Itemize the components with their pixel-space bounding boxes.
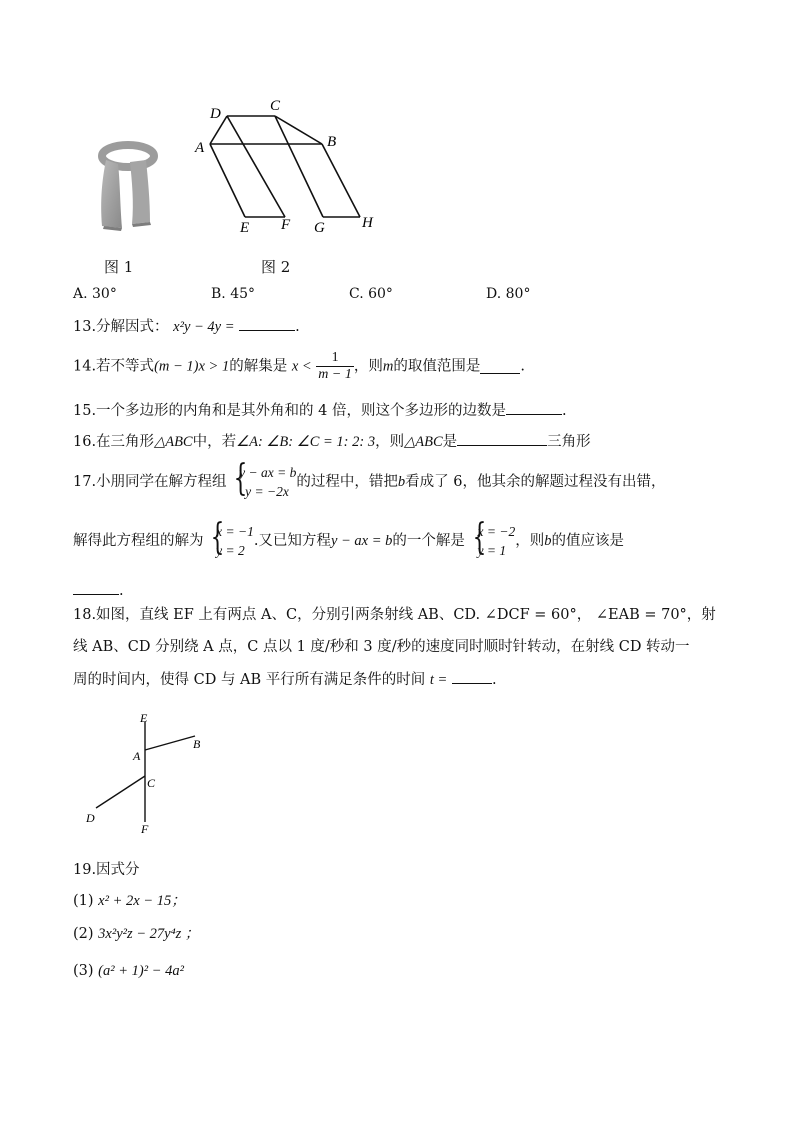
q17-sys2-row2: y = 2	[216, 543, 245, 558]
q16-mid3: 是	[442, 434, 458, 450]
figure1-caption: 图 1	[104, 258, 134, 276]
label-C: C	[270, 98, 281, 114]
q17-sys3-row2: y = 1	[477, 543, 507, 558]
q19-p1-expr: x² + 2x − 15；	[98, 893, 186, 909]
q14-prefix: 14.若不等式	[73, 358, 155, 375]
choice-d: D. 80°	[486, 286, 531, 302]
q19-p1-label: (1)	[73, 893, 94, 909]
question-17-line2	[73, 517, 624, 560]
q14-x-lt: x <	[291, 358, 312, 375]
brace-icon: {	[233, 458, 248, 499]
question-18-line1: 18.如图，直线 EF 上有两点 A、C，分别引两条射线 AB、CD. ∠DCF = 60°， ∠EAB = 70°，射	[73, 607, 716, 623]
question-19-part2	[73, 924, 199, 944]
figure2-diagram	[190, 92, 390, 242]
q13-suffix: .	[295, 319, 300, 335]
q17-suffix: .	[119, 583, 124, 599]
q19-p3-expr: (a² + 1)² − 4a²	[98, 963, 184, 979]
q13-answer-blank[interactable]	[239, 316, 295, 331]
choice-c: C. 60°	[349, 286, 393, 302]
question-19-part1	[73, 891, 186, 911]
q14-tail-a: ，则	[353, 358, 383, 375]
label-D: D	[210, 106, 221, 122]
q17-system-2	[208, 517, 254, 560]
label-G: G	[314, 220, 325, 236]
q14-frac-denominator: m − 1	[318, 367, 352, 382]
q18-suffix: .	[491, 672, 497, 688]
fig3-label-F: F	[141, 822, 149, 836]
q13-prefix: 13.分解因式：	[73, 319, 169, 335]
q14-frac-numerator: 1	[316, 350, 354, 367]
q16-triangle-2: △ABC	[404, 434, 443, 450]
choice-a: A. 30°	[73, 286, 117, 302]
q14-suffix: .	[520, 358, 525, 375]
q17-mid2: 看成了 6，他其余的解题过程没有出错，	[405, 474, 666, 490]
q16-answer-blank[interactable]	[457, 431, 547, 446]
q15-answer-blank[interactable]	[506, 400, 562, 415]
brace-icon: {	[210, 517, 225, 558]
label-F: F	[281, 217, 291, 233]
q17-system-1	[231, 458, 297, 501]
q17-b2: b	[544, 533, 552, 549]
q14-tail-b: 的取值范围是	[393, 358, 481, 375]
scarf-icon	[92, 140, 162, 232]
q17-sys1-row1: y − ax = b	[239, 465, 297, 480]
q15-suffix: .	[562, 403, 567, 419]
q17-mid1: 的过程中，错把	[296, 474, 398, 490]
q19-p3-label: (3)	[73, 963, 94, 979]
q14-fraction	[316, 350, 354, 383]
q18-answer-blank[interactable]	[452, 669, 492, 684]
q17-line2-prefix: 解得此方程组的解为	[73, 533, 204, 549]
q17-line2-tail: 的值应该是	[551, 533, 624, 549]
question-19-title: 19.因式分	[73, 862, 140, 878]
question-17-answer	[73, 580, 124, 601]
question-13	[73, 316, 300, 337]
q17-equation: y − ax = b	[330, 533, 393, 549]
q17-answer-blank[interactable]	[73, 580, 119, 595]
figure1-scarf-image	[92, 140, 162, 232]
q14-m: m	[382, 358, 394, 375]
question-17-line1	[73, 458, 666, 501]
q16-ratio: ∠A: ∠B: ∠C = 1: 2: 3	[236, 434, 376, 450]
q17-line2-mid: .又已知方程	[253, 533, 331, 549]
question-18-line3	[73, 669, 497, 690]
label-H: H	[362, 215, 373, 231]
fig3-label-E: E	[140, 711, 148, 725]
question-19-part3	[73, 961, 184, 981]
q17-b1: b	[397, 474, 406, 490]
q18-line3-prefix: 周的时间内，使得 CD 与 AB 平行所有满足条件的时间	[73, 672, 426, 688]
q14-answer-blank[interactable]	[480, 359, 520, 374]
q16-triangle-1: △ABC	[154, 434, 193, 450]
brace-icon: {	[472, 517, 486, 558]
fig3-label-B: B	[193, 737, 201, 751]
q17-line2-mid3: ，则	[515, 533, 545, 549]
q17-line2-mid2: 的一个解是	[392, 533, 465, 549]
choice-b: B. 45°	[211, 286, 256, 302]
q17-sys3-row1: x = −2	[477, 524, 516, 539]
q19-p2-label: (2)	[73, 926, 94, 942]
figure3-diagram	[80, 706, 220, 842]
q17-sys2-row1: x = −1	[216, 524, 254, 539]
figure2-caption: 图 2	[261, 258, 291, 276]
q16-suffix: 三角形	[547, 434, 591, 450]
label-E: E	[240, 220, 250, 236]
label-B: B	[327, 134, 337, 150]
q15-text: 15.一个多边形的内角和是其外角和的 4 倍，则这个多边形的边数是	[73, 403, 507, 419]
question-14	[73, 350, 525, 383]
question-18-line2: 线 AB、CD 分别绕 A 点，C 点以 1 度/秒和 3 度/秒的速度同时顺时针转动，在射线 CD 转动一	[73, 639, 690, 655]
fig3-label-C: C	[147, 776, 156, 790]
q13-expr: x²y − 4y =	[173, 319, 235, 335]
fig3-label-D: D	[86, 811, 95, 825]
q17-system-3	[470, 517, 516, 560]
q19-p2-expr: 3x²y²z − 27y⁴z ；	[98, 926, 200, 942]
fig3-label-A: A	[133, 749, 141, 763]
q16-mid2: ，则	[375, 434, 405, 450]
label-A: A	[195, 140, 205, 156]
q18-t: t =	[429, 672, 448, 688]
q17-sys1-row2: y = −2x	[245, 484, 289, 499]
q14-inequality: (m − 1)x > 1	[154, 358, 230, 375]
q14-mid: 的解集是	[229, 358, 288, 375]
q16-prefix: 16.在三角形	[73, 434, 155, 450]
question-15	[73, 400, 567, 421]
question-16	[73, 431, 591, 452]
q17-prefix: 17.小朋同学在解方程组	[73, 474, 227, 490]
q16-mid: 中，若	[192, 434, 237, 450]
